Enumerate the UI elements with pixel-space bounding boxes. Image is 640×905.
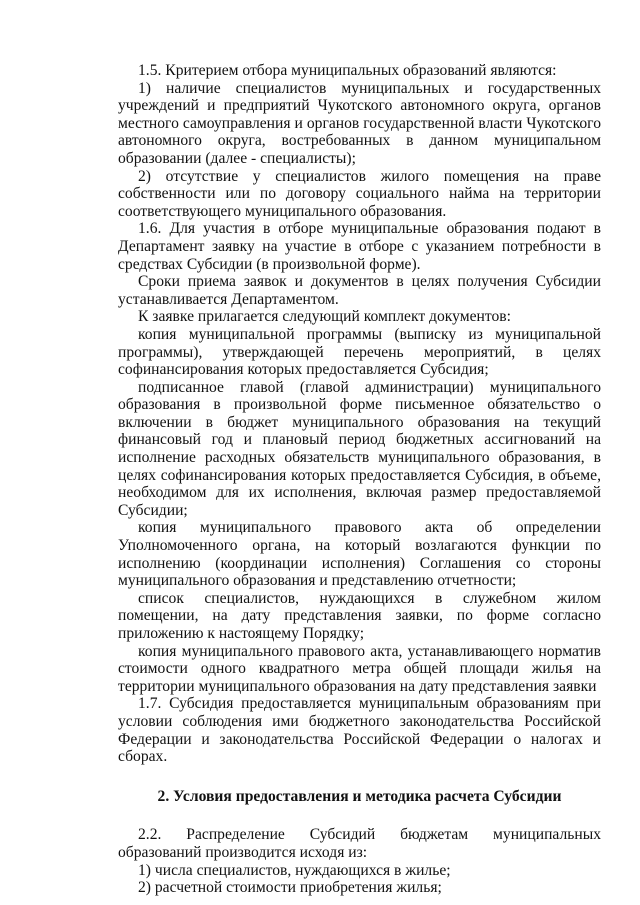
paragraph-doc-program-copy: копия муниципальной программы (выписку из муниципальной программы), утверждающей перечень мероприятий, в целях софинансирования которых предоставляется Субсидия;	[118, 325, 601, 379]
paragraph-1-6: 1.6. Для участия в отборе муниципальные образования подают в Департамент заявку на участие в отборе с указанием потребности в средствах Субсидии (в произвольной форме).	[118, 220, 601, 273]
paragraph-deadlines: Сроки приема заявок и документов в целях получения Субсидии устанавливается Департаментом.	[118, 273, 601, 308]
paragraph-factor-2: 2) расчетной стоимости приобретения жилья;	[138, 879, 442, 897]
document-page	[118, 62, 601, 897]
paragraph-documents-intro: К заявке прилагается следующий комплект документов:	[138, 308, 511, 326]
paragraph-doc-obligation: подписанное главой (главой администрации) муниципального образования в произвольной форме письменное обязательство о включении в бюджет муниципального образования на текущий финансовый год и плановый период бюджетных ассигнований на исполнение расходных обязательств муниципального образования, в целях софинансирования которых предоставляется Субсидия, в объеме, необходимом для их исполнения, включая размер предоставляемой Субсидии;	[118, 378, 601, 519]
paragraph-factor-1: 1) числа специалистов, нуждающихся в жилье;	[138, 861, 451, 879]
paragraph-doc-cost-norm: копия муниципального правового акта, устанавливающего норматив стоимости одного квадратного метра общей площади жилья на территории муниципального образования на дату представления заявки	[118, 642, 601, 695]
paragraph-doc-specialists-list: список специалистов, нуждающихся в служебном жилом помещении, на дату представления заявки, по форме согласно приложению к настоящему Порядку;	[118, 589, 601, 642]
section-heading: 2. Условия предоставления и методика расчета Субсидии	[157, 787, 562, 805]
paragraph-doc-legal-act: копия муниципального правового акта об определении Уполномоченного органа, на который возлагаются функции по исполнению (координации исполнения) Соглашения со стороны муниципального образования и представлению отчетности;	[118, 519, 601, 590]
paragraph-criterion-1: 1) наличие специалистов муниципальных и государственных учреждений и предприятий Чукотского автономного округа, органов местного самоуправления и органов государственной власти Чукотского автономного округа, востребованных в данном муниципальном образовании (далее - специалисты);	[118, 79, 601, 167]
paragraph-criterion-2: 2) отсутствие у специалистов жилого помещения на праве собственности или по договору социального найма на территории соответствующего муниципального образования.	[118, 167, 601, 220]
paragraph-1-7: 1.7. Субсидия предоставляется муниципальным образованиям при условии соблюдения ими бюджетного законодательства Российской Федерации и законодательства Российской Федерации о налогах и сборах.	[118, 695, 601, 766]
paragraph-1-5: 1.5. Критерием отбора муниципальных образований являются:	[138, 62, 557, 79]
paragraph-2-2: 2.2. Распределение Субсидий бюджетам муниципальных образований производится исходя из:	[118, 826, 601, 861]
